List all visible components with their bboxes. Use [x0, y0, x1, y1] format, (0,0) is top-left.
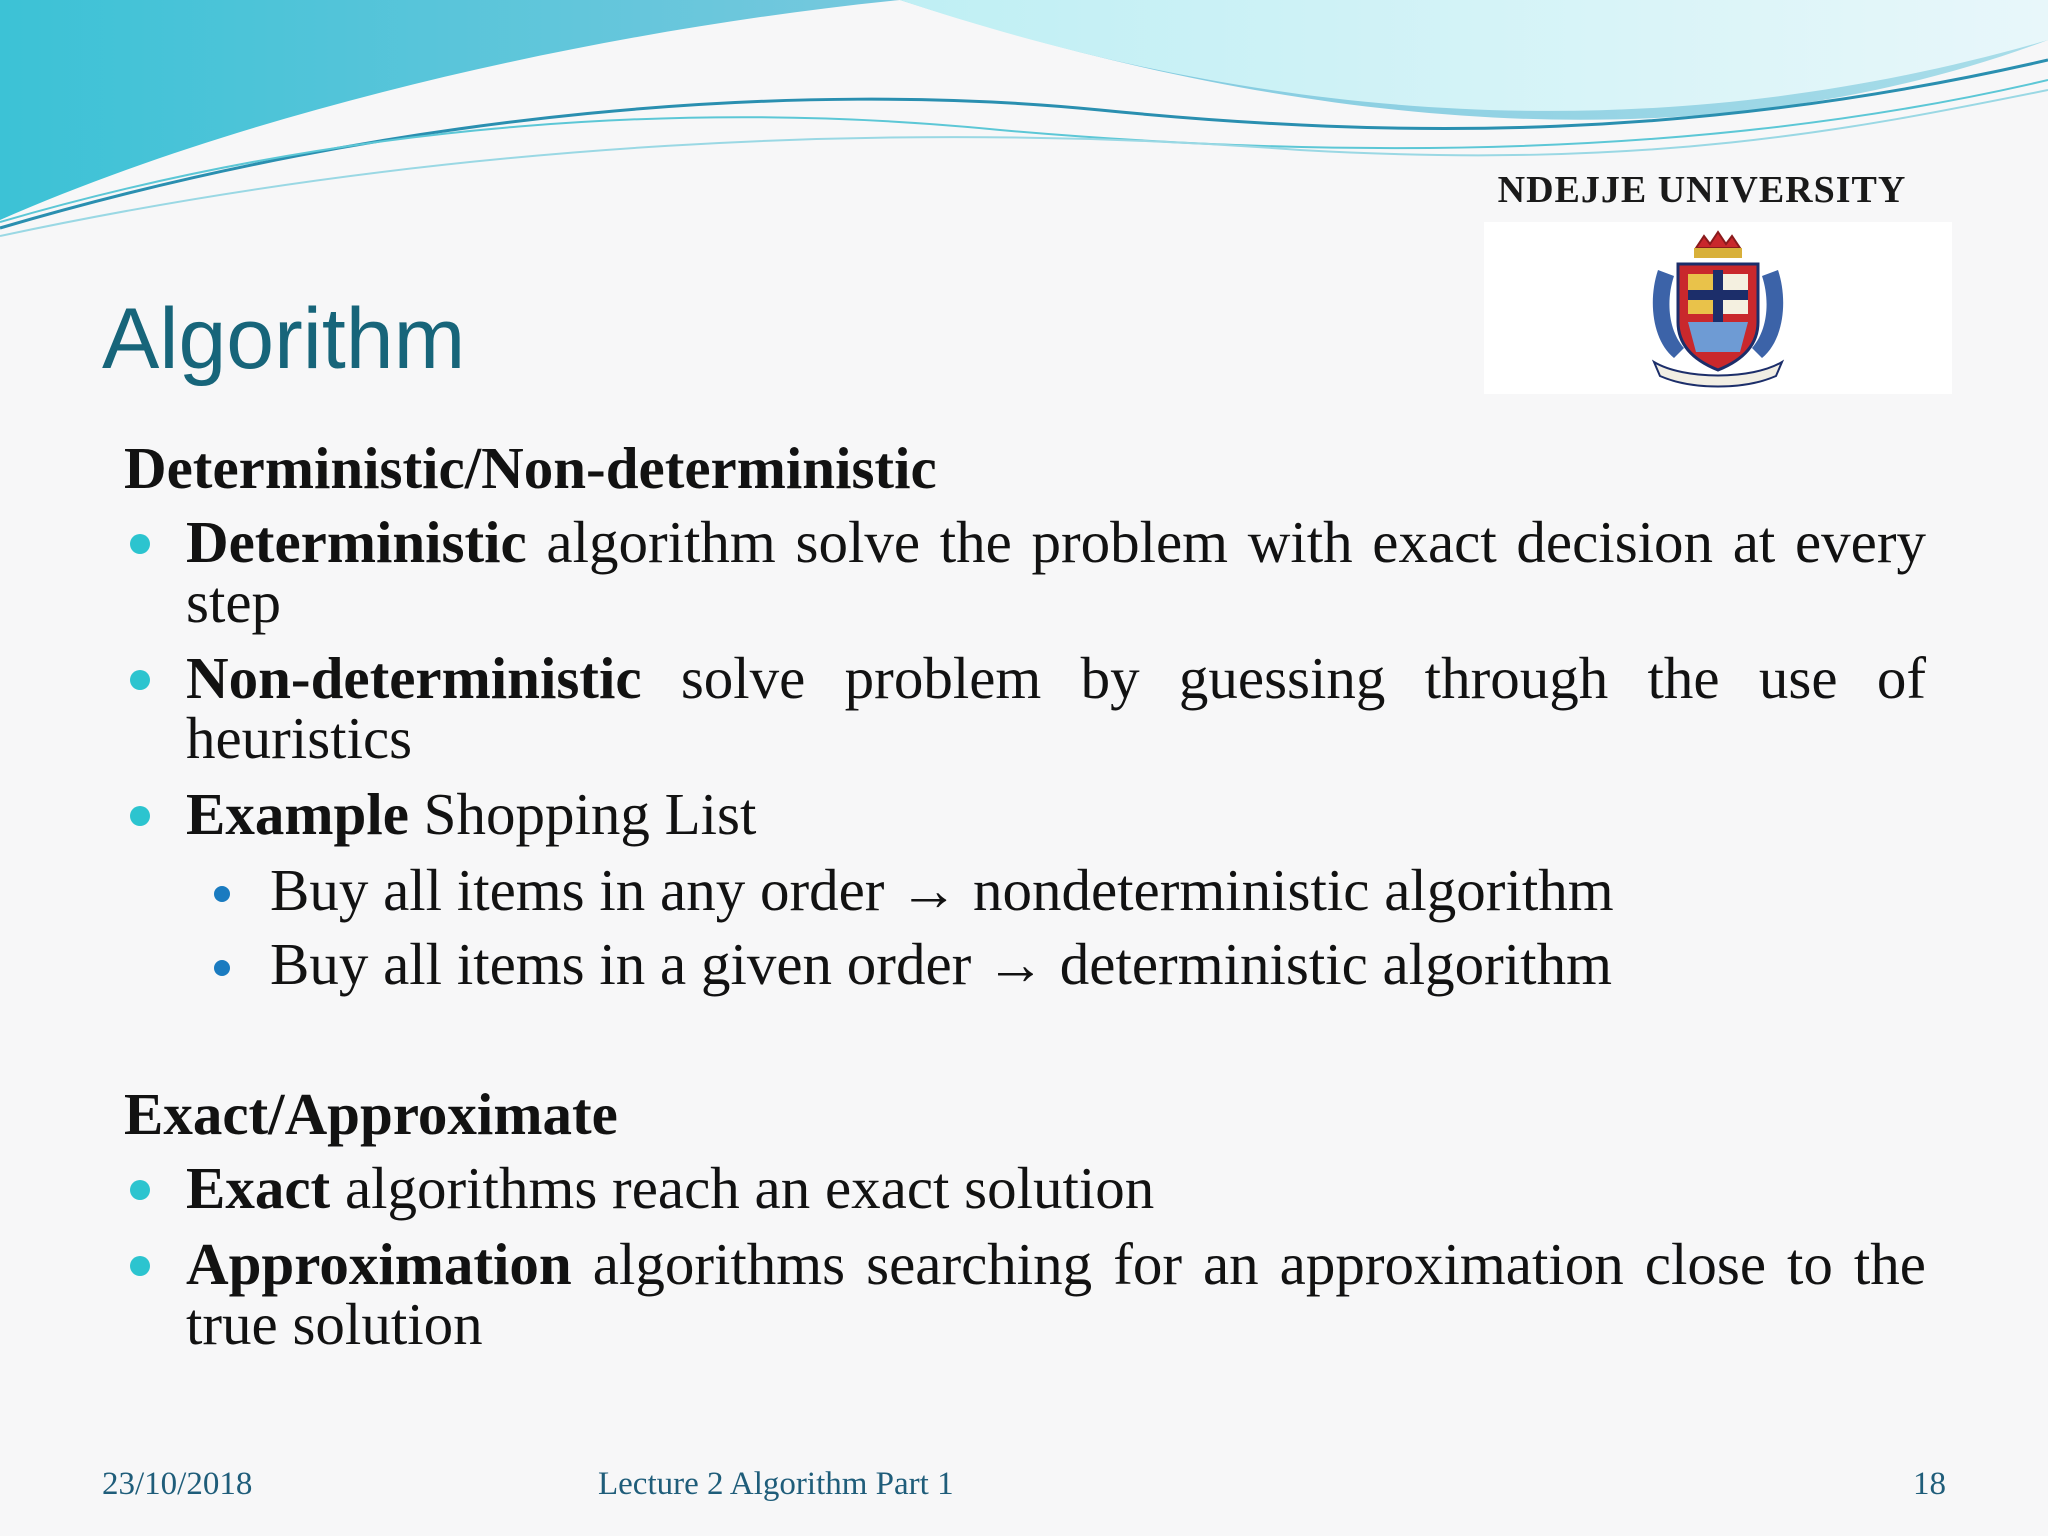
sub-bullet-icon [214, 960, 230, 976]
bullet-icon [130, 1256, 150, 1276]
sub-list-item-text: Buy all items in any order → nondeterministic algorithm [270, 857, 1614, 923]
bullet-icon [130, 806, 150, 826]
sub-bullet-icon [214, 886, 230, 902]
footer-date: 23/10/2018 [102, 1466, 253, 1502]
university-crest-icon [1644, 230, 1792, 390]
list-item-text: Deterministic algorithm solve the problem with exact decision at every step [186, 509, 1926, 635]
list-item-text: Approximation algorithms searching for an approximation close to the true solution [186, 1231, 1926, 1357]
sub-list-item-text: Buy all items in a given order → deterministic algorithm [270, 931, 1612, 997]
university-logo [1484, 222, 1952, 394]
page-number: 18 [1913, 1466, 1946, 1502]
list-item-text: Non-deterministic solve problem by guessing through the use of heuristics [186, 645, 1926, 771]
list-item-text: Exact algorithms reach an exact solution [186, 1155, 1155, 1221]
bullet-icon [130, 534, 150, 554]
slide-title: Algorithm [102, 291, 466, 387]
bullet-icon [130, 1180, 150, 1200]
section-heading-deterministic: Deterministic/Non-deterministic [124, 435, 937, 501]
university-name: NDEJJE UNIVERSITY [1497, 169, 1907, 211]
footer-title: Lecture 2 Algorithm Part 1 [598, 1466, 954, 1502]
bullet-icon [130, 670, 150, 690]
list-item-text: Example Shopping List [186, 781, 757, 847]
section-heading-exact: Exact/Approximate [124, 1081, 618, 1147]
